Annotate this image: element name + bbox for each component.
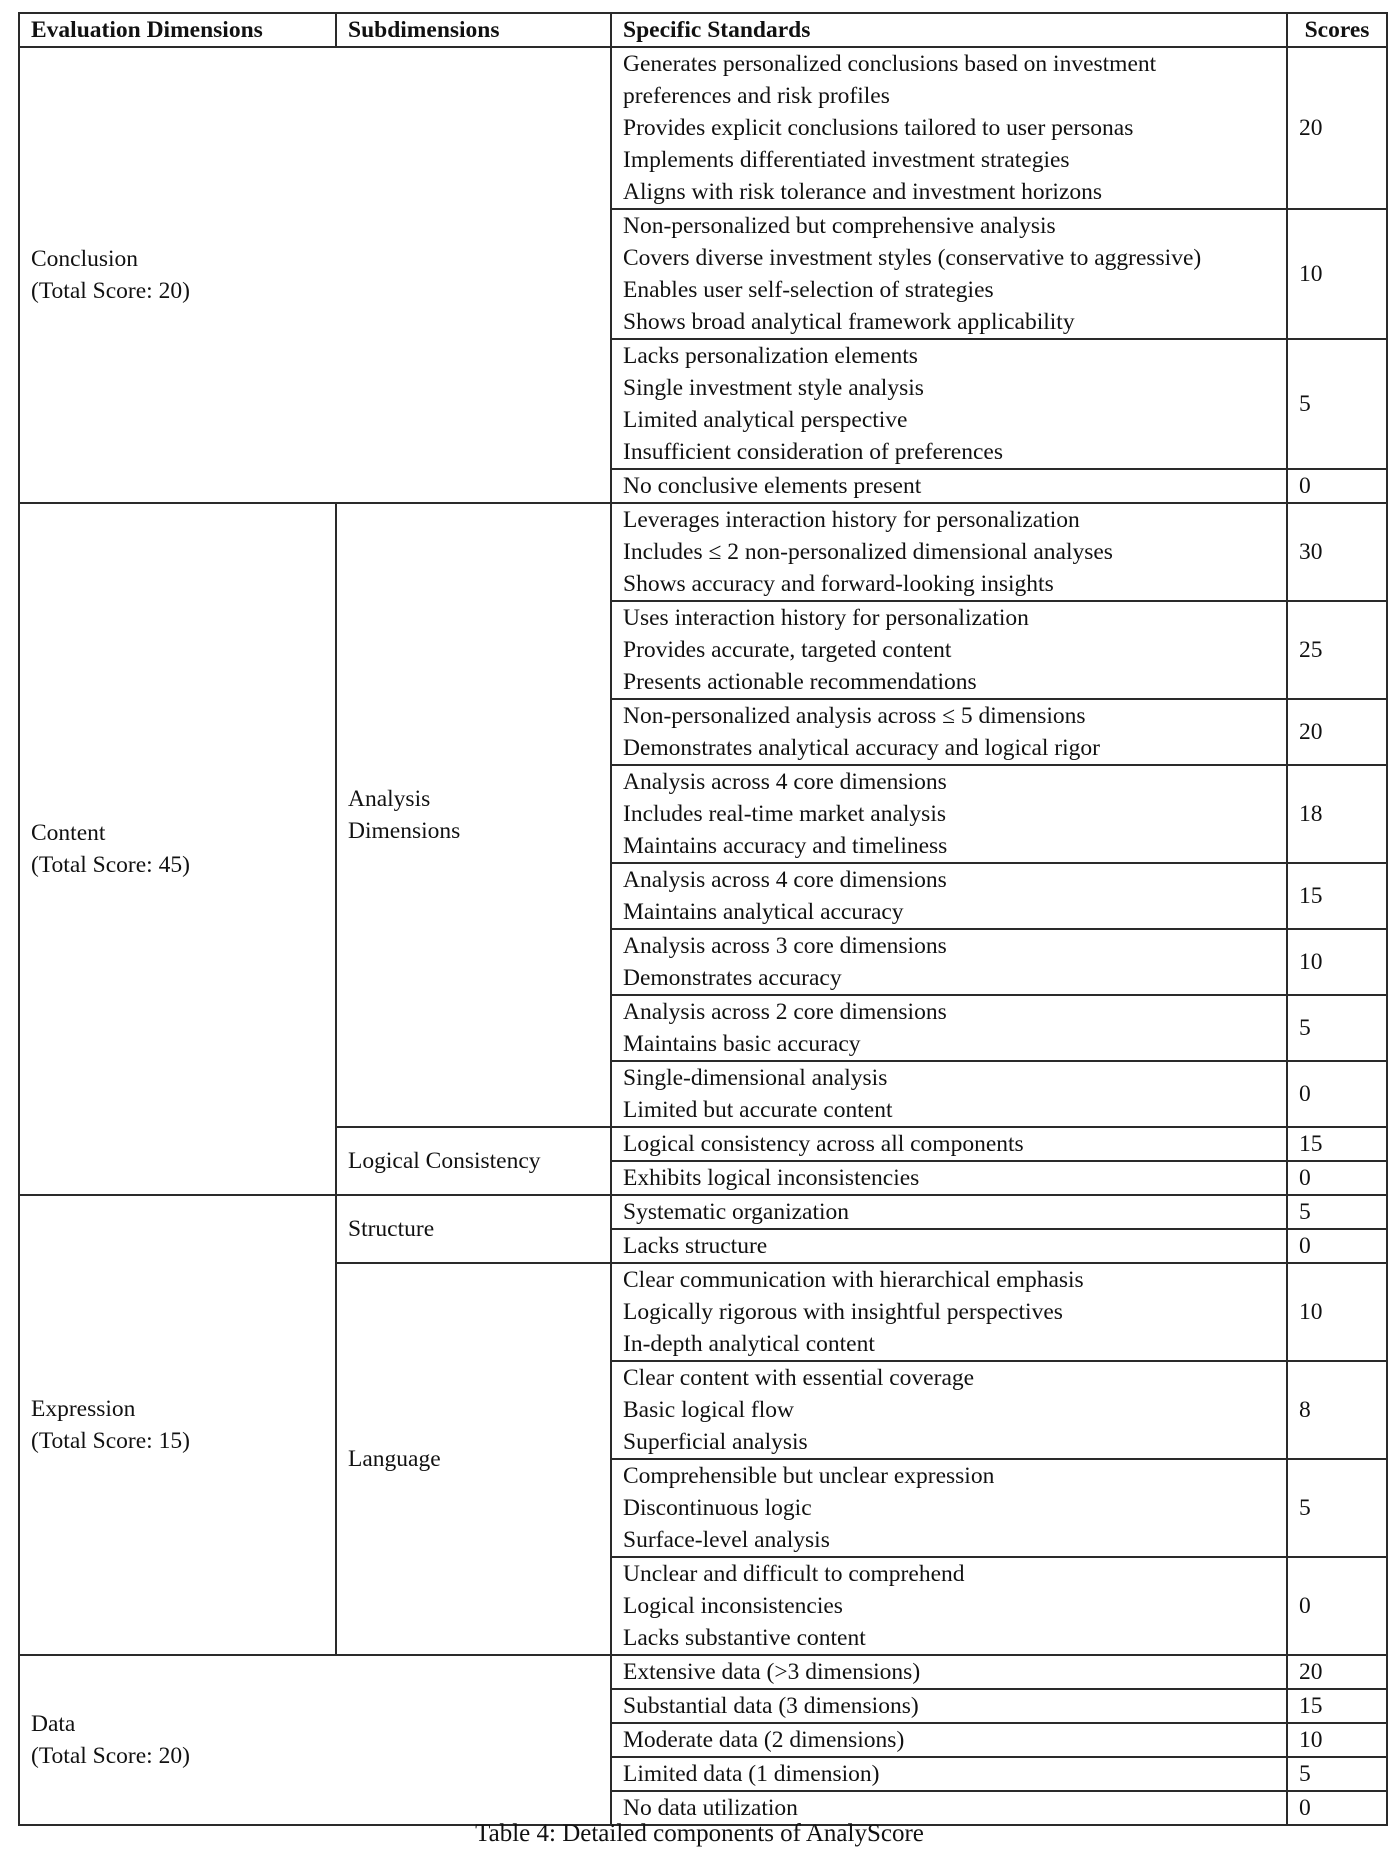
standard-cell — [611, 995, 1287, 1061]
dimension-name: Conclusion — [31, 246, 139, 272]
score-cell: 10 — [1287, 1263, 1387, 1361]
standard-line: Unclear and difficult to comprehend — [623, 1561, 965, 1587]
standard-line: Maintains basic accuracy — [623, 1031, 861, 1057]
header-scores: Scores — [1287, 13, 1387, 47]
standard-line: Clear communication with hierarchical emphasis — [623, 1267, 1084, 1293]
score-cell: 0 — [1287, 1791, 1387, 1825]
standard-line: Aligns with risk tolerance and investment horizons — [623, 179, 1103, 205]
standard-cell — [611, 469, 1287, 503]
standard-line: Limited analytical perspective — [623, 407, 908, 433]
standard-line: Analysis across 4 core dimensions — [623, 867, 947, 893]
score-cell: 15 — [1287, 863, 1387, 929]
header-row — [19, 13, 1387, 47]
standard-cell — [611, 1061, 1287, 1127]
standard-cell — [611, 1229, 1287, 1263]
score-cell: 18 — [1287, 765, 1387, 863]
score-cell: 15 — [1287, 1689, 1387, 1723]
subdimension-structure: Structure — [336, 1195, 611, 1263]
header-dimension: Evaluation Dimensions — [19, 13, 336, 47]
score-cell: 5 — [1287, 1195, 1387, 1229]
table-row — [19, 503, 1387, 601]
standard-cell — [611, 1263, 1287, 1361]
standard-cell — [611, 1195, 1287, 1229]
table-row — [19, 47, 1387, 209]
standard-line: Presents actionable recommendations — [623, 669, 977, 695]
standard-line: Superficial analysis — [623, 1429, 808, 1455]
standard-cell — [611, 863, 1287, 929]
table-row — [19, 1195, 1387, 1229]
standard-line: Clear content with essential coverage — [623, 1365, 975, 1391]
dimension-name: Expression — [31, 1396, 136, 1422]
dimension-expression — [19, 1195, 336, 1655]
standard-line: Enables user self-selection of strategies — [623, 277, 994, 303]
dimension-name: Data — [31, 1711, 76, 1737]
dimension-content — [19, 503, 336, 1195]
dimension-name: Content — [31, 820, 106, 846]
table-row — [19, 1655, 1387, 1689]
standard-cell — [611, 1557, 1287, 1655]
dimension-data — [19, 1655, 611, 1825]
header-subdimension: Subdimensions — [336, 13, 611, 47]
score-cell: 20 — [1287, 699, 1387, 765]
score-cell: 20 — [1287, 1655, 1387, 1689]
standard-line: Non-personalized analysis across ≤ 5 dimensions — [623, 703, 1086, 729]
standard-line: Logical inconsistencies — [623, 1593, 843, 1619]
score-cell: 20 — [1287, 47, 1387, 209]
standard-line: Demonstrates analytical accuracy and logical rigor — [623, 735, 1100, 761]
standard-line: No data utilization — [623, 1795, 798, 1821]
standard-cell — [611, 601, 1287, 699]
standard-line: Generates personalized conclusions based on investment — [623, 51, 1157, 77]
standard-line: Comprehensible but unclear expression — [623, 1463, 995, 1489]
analyscore-table — [18, 12, 1388, 1826]
standard-line: Analysis across 3 core dimensions — [623, 933, 947, 959]
standard-line: Surface-level analysis — [623, 1527, 830, 1553]
standard-cell — [611, 503, 1287, 601]
score-cell: 0 — [1287, 469, 1387, 503]
score-cell: 15 — [1287, 1127, 1387, 1161]
standard-line: Limited but accurate content — [623, 1097, 893, 1123]
standard-line: Shows broad analytical framework applicability — [623, 309, 1075, 335]
score-cell: 5 — [1287, 339, 1387, 469]
standard-line: Discontinuous logic — [623, 1495, 812, 1521]
standard-cell — [611, 209, 1287, 339]
standard-line: Lacks personalization elements — [623, 343, 918, 369]
standard-line: Non-personalized but comprehensive analysis — [623, 213, 1056, 239]
score-cell: 8 — [1287, 1361, 1387, 1459]
dimension-total: (Total Score: 15) — [31, 1428, 190, 1454]
score-cell: 10 — [1287, 1723, 1387, 1757]
standard-line: Maintains accuracy and timeliness — [623, 833, 948, 859]
standard-line: Analysis across 4 core dimensions — [623, 769, 947, 795]
standard-line: Maintains analytical accuracy — [623, 899, 904, 925]
standard-cell — [611, 339, 1287, 469]
score-cell: 10 — [1287, 209, 1387, 339]
standard-line: Logical consistency across all components — [623, 1131, 1024, 1157]
standard-cell — [611, 699, 1287, 765]
standard-cell — [611, 1689, 1287, 1723]
standard-line: Analysis across 2 core dimensions — [623, 999, 947, 1025]
standard-line: Lacks substantive content — [623, 1625, 866, 1651]
dimension-total: (Total Score: 20) — [31, 1743, 190, 1769]
score-cell: 0 — [1287, 1557, 1387, 1655]
standard-line: Systematic organization — [623, 1199, 850, 1225]
subdimension-name: Dimensions — [348, 818, 461, 844]
standard-cell — [611, 1757, 1287, 1791]
dimension-total: (Total Score: 20) — [31, 278, 190, 304]
standard-line: Includes ≤ 2 non-personalized dimensional analyses — [623, 539, 1113, 565]
standard-line: Extensive data (>3 dimensions) — [623, 1659, 921, 1685]
standard-line: Single-dimensional analysis — [623, 1065, 888, 1091]
standard-cell — [611, 1723, 1287, 1757]
subdimension-analysis — [336, 503, 611, 1127]
standard-cell — [611, 1361, 1287, 1459]
standard-cell — [611, 47, 1287, 209]
subdimension-name: Analysis — [348, 786, 431, 812]
table-caption: Table 4: Detailed components of AnalyScore — [475, 1820, 924, 1847]
standard-line: Leverages interaction history for personalization — [623, 507, 1080, 533]
score-cell: 5 — [1287, 1459, 1387, 1557]
standard-line: Substantial data (3 dimensions) — [623, 1693, 919, 1719]
subdimension-language: Language — [336, 1263, 611, 1655]
standard-cell — [611, 1459, 1287, 1557]
subdimension-logical-consistency: Logical Consistency — [336, 1127, 611, 1195]
standard-line: Covers diverse investment styles (conservative to aggressive) — [623, 245, 1202, 271]
standard-line: Demonstrates accuracy — [623, 965, 842, 991]
standard-line: preferences and risk profiles — [623, 83, 890, 109]
dimension-total: (Total Score: 45) — [31, 852, 190, 878]
dimension-conclusion — [19, 47, 611, 503]
standard-line: Provides accurate, targeted content — [623, 637, 952, 663]
standard-line: Exhibits logical inconsistencies — [623, 1165, 920, 1191]
header-standards: Specific Standards — [611, 13, 1287, 47]
standard-line: No conclusive elements present — [623, 473, 922, 499]
score-cell: 0 — [1287, 1229, 1387, 1263]
standard-line: Basic logical flow — [623, 1397, 794, 1423]
score-cell: 10 — [1287, 929, 1387, 995]
standard-line: In-depth analytical content — [623, 1331, 875, 1357]
score-cell: 5 — [1287, 995, 1387, 1061]
standard-line: Implements differentiated investment strategies — [623, 147, 1070, 173]
standard-line: Moderate data (2 dimensions) — [623, 1727, 905, 1753]
standard-line: Logically rigorous with insightful perspectives — [623, 1299, 1063, 1325]
standard-line: Includes real-time market analysis — [623, 801, 946, 827]
standard-cell — [611, 929, 1287, 995]
standard-line: Provides explicit conclusions tailored to user personas — [623, 115, 1134, 141]
score-cell: 0 — [1287, 1161, 1387, 1195]
score-cell: 30 — [1287, 503, 1387, 601]
score-cell: 25 — [1287, 601, 1387, 699]
standard-line: Uses interaction history for personalization — [623, 605, 1029, 631]
standard-cell — [611, 1127, 1287, 1161]
standard-line: Limited data (1 dimension) — [623, 1761, 880, 1787]
standard-line: Insufficient consideration of preferences — [623, 439, 1003, 465]
standard-line: Lacks structure — [623, 1233, 768, 1259]
standard-line: Single investment style analysis — [623, 375, 924, 401]
score-cell: 0 — [1287, 1061, 1387, 1127]
score-cell: 5 — [1287, 1757, 1387, 1791]
standard-cell — [611, 1161, 1287, 1195]
standard-cell — [611, 765, 1287, 863]
standard-cell — [611, 1655, 1287, 1689]
standard-line: Shows accuracy and forward-looking insights — [623, 571, 1054, 597]
